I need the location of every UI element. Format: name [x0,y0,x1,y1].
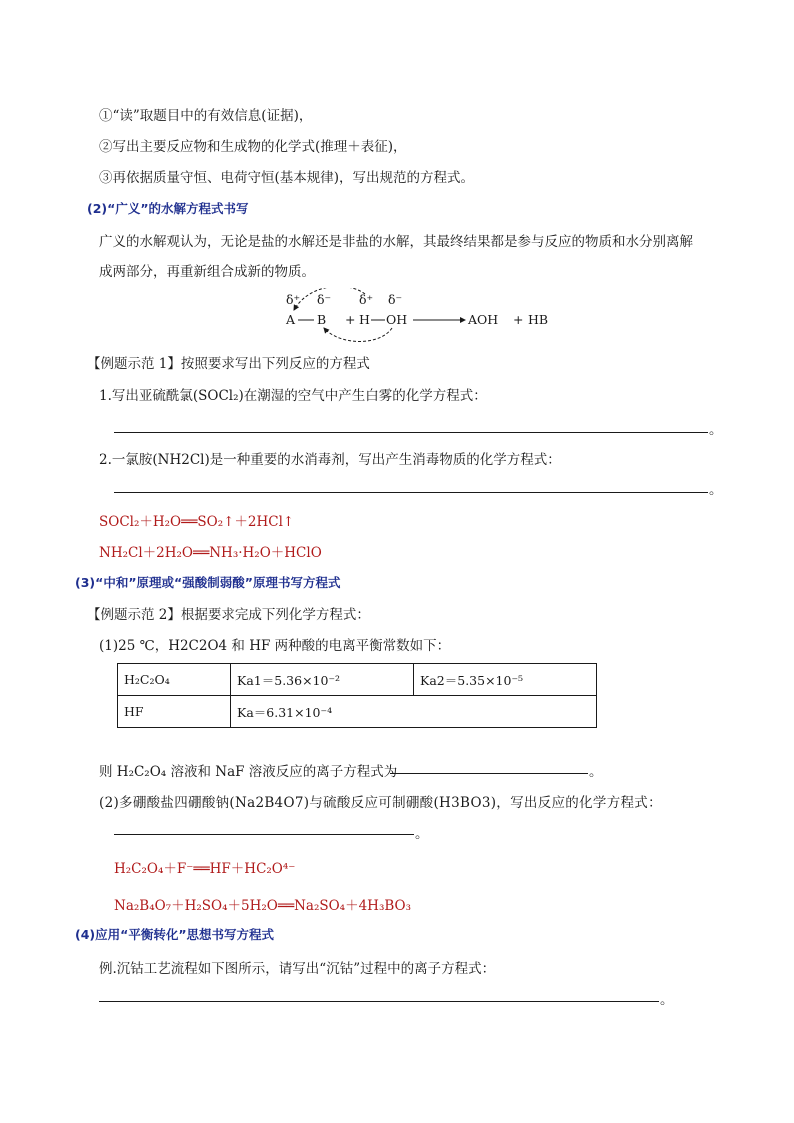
table-cell-ka1: Ka1＝5.36×10⁻² [231,664,414,696]
delta-plus-h: δ⁺ [359,292,374,307]
section-3-heading: (3)“中和”原理或“强酸制弱酸”原理书写方程式 [75,575,341,590]
ionization-constants-table [117,663,597,728]
example-2-title: 【例题示范 2】根据要求完成下列化学方程式： [87,607,370,623]
section-2-para-line2: 成两部分，再重新组合成新的物质。 [99,264,315,280]
end-mark-cobalt: 。 [660,992,674,1008]
delta-minus-b: δ⁻ [317,292,332,307]
table-row [118,664,597,696]
step-3: ③再依据质量守恒、电荷守恒(基本规律)，写出规范的方程式。 [99,170,475,186]
dashed-arrow-bottom [324,328,392,342]
example-1-q2: 2.一氯胺(NH2Cl)是一种重要的水消毒剂，写出产生消毒物质的化学方程式： [99,452,561,468]
example-1-q1: 1.写出亚硫酰氯(SOCl₂)在潮湿的空气中产生白雾的化学方程式： [99,388,487,404]
section-2-para-line1: 广义的水解观认为，无论是盐的水解还是非盐的水解，其最终结果都是参与反应的物质和水分别离解 [99,234,693,250]
answer-ionic: H₂C₂O₄＋F⁻══HF＋HC₂O⁴⁻ [114,861,296,877]
group-oh: OH [386,312,408,327]
answer-2: NH₂Cl＋2H₂O══NH₃·H₂O＋HClO [99,545,322,561]
atom-h: H [359,312,370,327]
answer-1: SOCl₂＋H₂O══SO₂↑＋2HCl↑ [99,514,295,530]
end-mark-q2: 。 [709,482,723,498]
table-cell-acid-1: H₂C₂O₄ [118,664,231,696]
example-1-title: 【例题示范 1】按照要求写出下列反应的方程式 [87,356,370,372]
answer-line-q2[interactable] [114,492,708,493]
section-4-question: 例.沉钴工艺流程如下图所示，请写出“沉钴”过程中的离子方程式： [99,961,496,977]
table-row [118,696,597,728]
step-2: ②写出主要反应物和生成物的化学式(推理＋表征)， [99,139,407,155]
answer-line-q1[interactable] [114,432,708,433]
answer-line-ionic[interactable] [390,773,588,774]
step-1: ①“读”取题目中的有效信息(证据)， [99,108,313,124]
delta-minus-oh: δ⁻ [388,292,403,307]
end-mark-borate: 。 [415,826,429,842]
table-cell-acid-2: HF [118,696,231,728]
product-plus: + [513,312,524,327]
product-aoh: AOH [468,312,499,327]
example-2-q1-intro: (1)25 ℃，H2C2O4 和 HF 两种酸的电离平衡常数如下： [99,638,451,654]
plus-sign: + [345,312,356,327]
end-mark-ionic: 。 [589,764,603,780]
example-2-q2-prompt: (2)多硼酸盐四硼酸钠(Na2B4O7)与硫酸反应可制硼酸(H3BO3)，写出反应的化学方程式： [99,795,662,811]
end-mark-q1: 。 [709,422,723,438]
section-4-heading: (4)应用“平衡转化”思想书写方程式 [75,927,275,942]
table-cell-ka: Ka＝6.31×10⁻⁴ [231,696,597,728]
example-2-q1-prompt: 则 H₂C₂O₄ 溶液和 NaF 溶液反应的离子方程式为 [99,764,398,780]
answer-line-cobalt[interactable] [99,1001,659,1002]
answer-line-borate[interactable] [114,834,414,835]
hydrolysis-diagram [270,288,570,348]
delta-plus-a: δ⁺ [286,292,301,307]
section-2-heading: (2)“广义”的水解方程式书写 [87,201,249,216]
answer-borate: Na₂B₄O₇＋H₂SO₄＋5H₂O══Na₂SO₄＋4H₃BO₃ [114,898,412,914]
table-cell-ka2: Ka2＝5.35×10⁻⁵ [414,664,597,696]
atom-a: A [286,312,296,327]
product-hb: HB [528,312,549,327]
atom-b: B [317,312,327,327]
